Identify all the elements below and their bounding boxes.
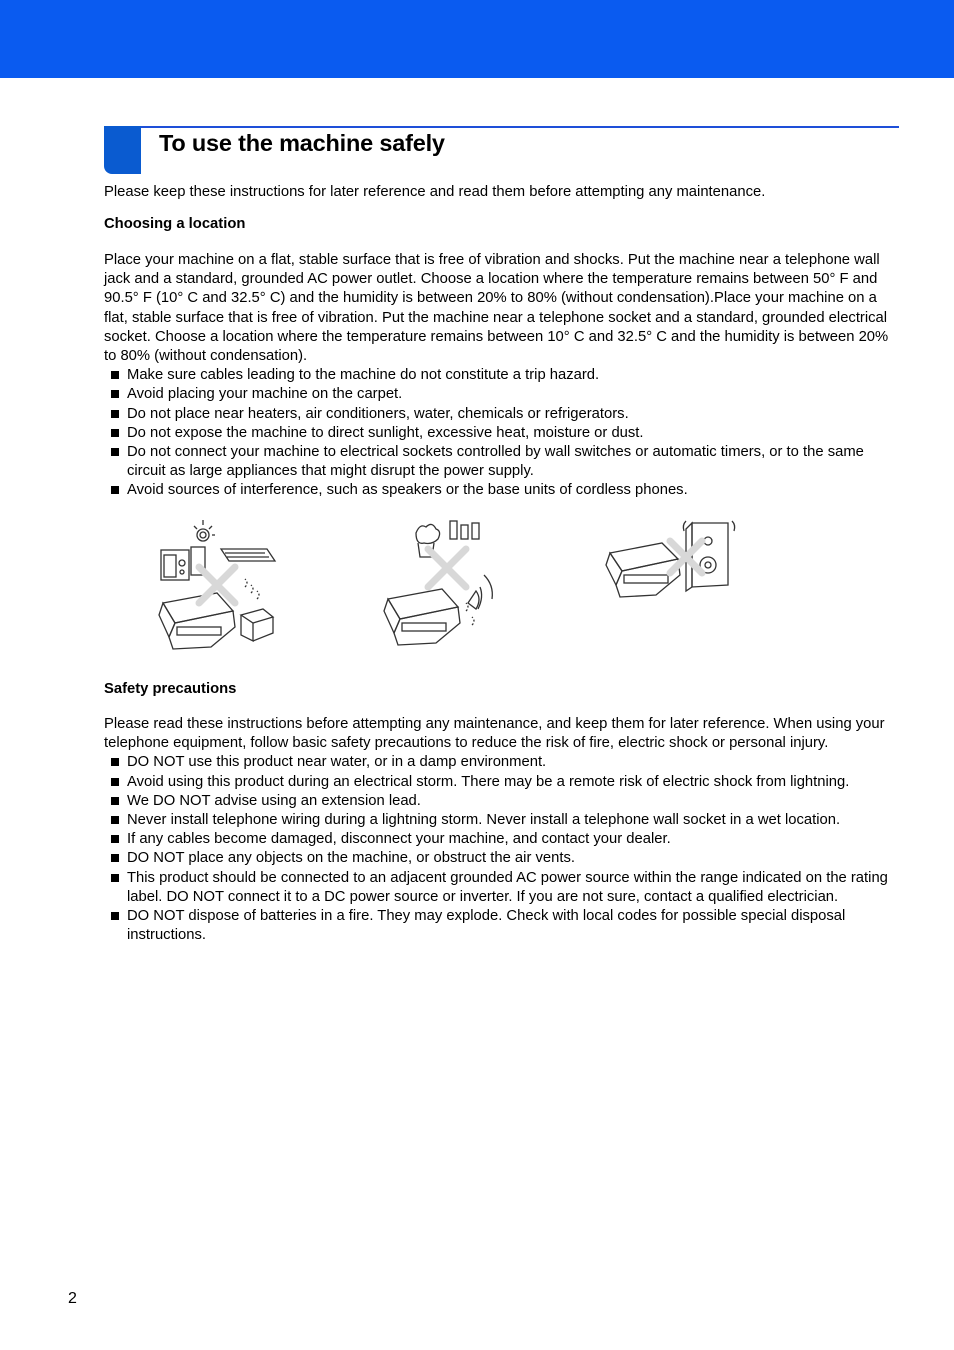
list-item: Make sure cables leading to the machine do not constitute a trip hazard.	[104, 366, 900, 385]
list-item: Do not connect your machine to electrical sockets controlled by wall switches or automatic timers, or to the same circuit as large appliances that might disrupt the power supply.	[104, 443, 900, 481]
precautions-heading: Safety precautions	[104, 681, 237, 697]
list-item: This product should be connected to an adjacent grounded AC power source within the range indicated on the rating label. DO NOT connect it to a DC power source or inverter. If you are not sure, contact a qualified electrician.	[104, 869, 900, 907]
list-item: DO NOT dispose of batteries in a fire. They may explode. Check with local codes for possible special disposal instructions.	[104, 907, 900, 945]
location-bullet-list	[104, 366, 900, 500]
intro-text: Please keep these instructions for later reference and read them before attempting any maintenance.	[104, 184, 766, 200]
list-item: If any cables become damaged, disconnect your machine, and contact your dealer.	[104, 830, 900, 849]
intro-paragraph	[104, 183, 900, 202]
title-tab	[104, 126, 141, 174]
top-banner	[0, 0, 954, 78]
illustration-heat-chemicals	[155, 515, 285, 657]
list-item: Avoid using this product during an electrical storm. There may be a remote risk of electric shock from lightning.	[104, 773, 900, 792]
list-item: DO NOT use this product near water, or in a damp environment.	[104, 753, 900, 772]
page-title: To use the machine safely	[159, 130, 445, 156]
illustration-water-chemicals	[380, 515, 510, 657]
precautions-bullet-list	[104, 753, 900, 945]
page-number: 2	[68, 1290, 77, 1307]
location-paragraph: Place your machine on a flat, stable surface that is free of vibration and shocks. Put the machine near a telephone wall jack and a standard, grounded AC power outlet. Choose a location where the temperature remains between 50° F and 90.5° F (10° C and 32.5° C) and the humidity is between 20% to 80% (without condensation).Place your machine on a flat, stable surface that is free of vibration. Put the machine near a telephone socket and a standard, grounded electrical socket. Choose a location where the temperature remains between 10° C and 32.5° C and the humidity is between 20% to 80% (without condensation).	[104, 252, 889, 365]
precautions-section	[104, 680, 900, 945]
precautions-paragraph: Please read these instructions before attempting any maintenance, and keep them for later reference. When using your telephone equipment, follow basic safety precautions to reduce the risk of fire, electric shock or personal injury.	[104, 716, 885, 752]
list-item: Avoid placing your machine on the carpet.	[104, 385, 900, 404]
list-item: We DO NOT advise using an extension lead.	[104, 792, 900, 811]
list-item: Do not expose the machine to direct sunlight, excessive heat, moisture or dust.	[104, 424, 900, 443]
location-section	[104, 215, 900, 501]
list-item: Avoid sources of interference, such as speakers or the base units of cordless phones.	[104, 481, 900, 500]
list-item: DO NOT place any objects on the machine, or obstruct the air vents.	[104, 849, 900, 868]
list-item: Never install telephone wiring during a lightning storm. Never install a telephone wall socket in a wet location.	[104, 811, 900, 830]
list-item: Do not place near heaters, air conditioners, water, chemicals or refrigerators.	[104, 405, 900, 424]
illustration-speaker-interference	[600, 515, 740, 615]
location-heading: Choosing a location	[104, 216, 246, 232]
title-rule	[140, 126, 899, 128]
